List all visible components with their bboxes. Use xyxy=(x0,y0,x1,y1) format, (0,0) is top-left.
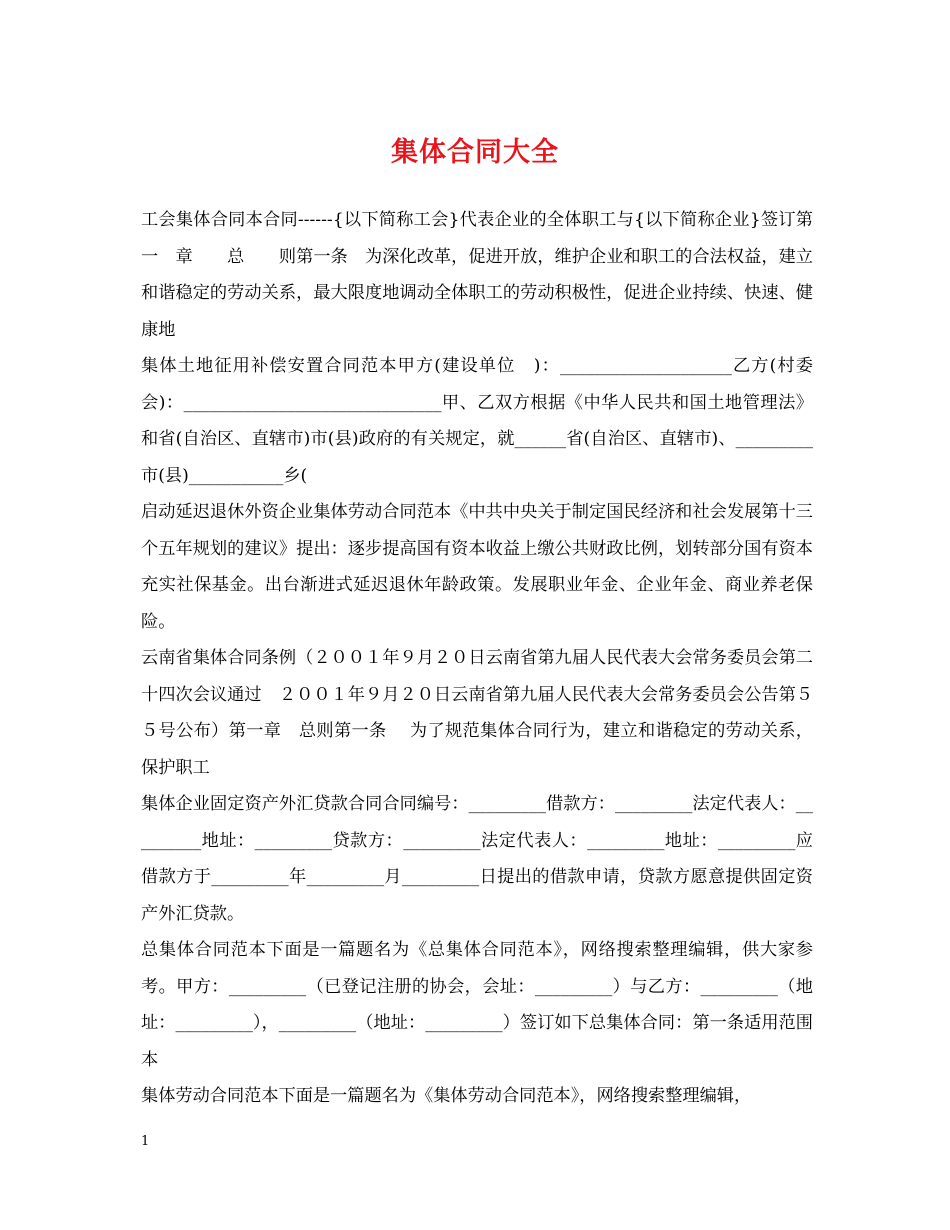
paragraph-yunnan-regulation: 云南省集体合同条例（２００１年９月２０日云南省第九届人民代表大会常务委员会第二十四次会议通过 ２００１年９月２０日云南省第九届人民代表大会常务委员会公告第５５号公布）第一章 总则第一条 为了规范集体合同行为，建立和谐稳定的劳动关系，保护职工 xyxy=(141,648,813,778)
paragraph-delayed-retirement: 启动延迟退休外资企业集体劳动合同范本《中共中央关于制定国民经济和社会发展第十三个五年规划的建议》提出：逐步提高国有资本收益上缴公共财政比例，划转部分国有资本充实社保基金。出台渐进式延迟退休年龄政策。发展职业年金、企业年金、商业养老保险。 xyxy=(141,502,813,632)
paragraph-land-compensation: 集体土地征用补偿安置合同范本甲方(建设单位 )：____________________乙方(村委会)：______________________________甲、乙双方根据《中华人民共和国土地管理法》和省(自治区、直辖市)市(县)政府的有关规定，就______省(自治区、直辖市)、_________市(县)___________乡( xyxy=(141,356,813,486)
paragraph-general-contract: 总集体合同范本下面是一篇题名为《总集体合同范本》，网络搜索整理编辑，供大家参考。甲方：_________（已登记注册的协会，会址：_________）与乙方：_________（地址：_________），_________（地址：_________）签订如下总集体合同：第一条适用范围本 xyxy=(141,940,813,1070)
paragraph-labor-contract: 集体劳动合同范本下面是一篇题名为《集体劳动合同范本》，网络搜索整理编辑， xyxy=(141,1086,752,1106)
paragraph-foreign-exchange-loan: 集体企业固定资产外汇贷款合同合同编号：_________借款方：_________法定代表人：_________地址：_________贷款方：_________法定代表人：_________地址：_________应借款方于_________年_________月_________日提出的借款申请，贷款方愿意提供固定资产外汇贷款。 xyxy=(141,794,813,924)
document-body xyxy=(141,202,831,1115)
page-number: 1 xyxy=(141,1134,150,1149)
paragraph-union-contract: 工会集体合同本合同------{以下简称工会}代表企业的全体职工与{以下简称企业}签订第 一 章 总 则第一条 为深化改革，促进开放，维护企业和职工的合法权益，建立和谐稳定的劳动关系，最大限度地调动全体职工的劳动积极性，促进企业持续、快速、健康地 xyxy=(141,210,831,340)
document-title: 集体合同大全 xyxy=(391,137,559,168)
